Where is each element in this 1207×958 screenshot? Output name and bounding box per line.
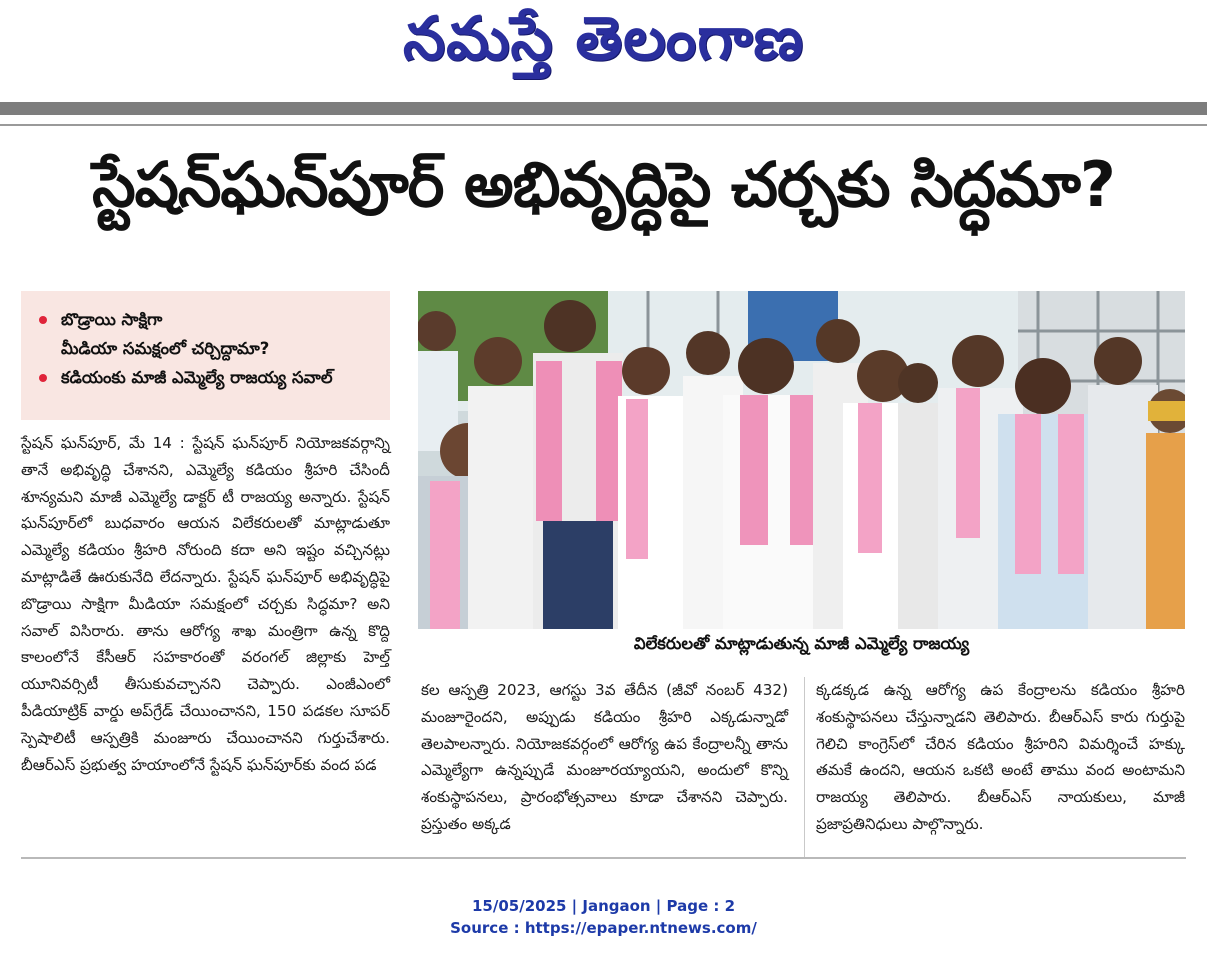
footer-date-edition: 15/05/2025 | Jangaon | Page : 2 — [471, 897, 736, 915]
footer — [0, 895, 1207, 939]
article-column-3: క్కడక్కడ ఉన్న ఆరోగ్య ఉప కేంద్రాలను కడియం శ్రీహరి శంకుస్థాపనలు చేస్తున్నాడని తెలిపారు. బీఆర్‌ఎస్‌ కారు గుర్తుపై గెలిచి కాంగ్రెస్‌లో చేరిన కడియం శ్రీహరిని విమర్శించే హక్కు తమకే ఉందని, ఆయన ఒకటి అంటే తాము వంద అంటామని రాజయ్య తెలిపారు. బీఆర్‌ఎస్‌ నాయకులు, మాజీ ప్రజాప్రతినిధులు పాల్గొన్నారు. — [816, 681, 1185, 833]
bottom-rule — [21, 857, 1186, 859]
masthead — [0, 0, 1207, 100]
highlight-text: బొడ్రాయి సాక్షిగా — [61, 310, 163, 329]
photo-caption: విలేకరులతో మాట్లాడుతున్న మాజీ ఎమ్మెల్యే రాజయ్య — [633, 634, 970, 653]
news-photo — [418, 291, 1185, 629]
masthead-title: నమస్తే తెలంగాణ — [402, 4, 805, 74]
highlight-item — [39, 305, 380, 334]
highlight-text: కడియంకు మాజీ ఎమ్మెల్యే రాజయ్య సవాల్‌ — [61, 368, 333, 387]
bullet-icon — [39, 374, 47, 382]
highlight-text: మీడియా సమక్షంలో చర్చిద్దామా? — [61, 339, 270, 358]
article-column-1: స్టేషన్‌ ఘన్‌పూర్‌, మే 14 : స్టేషన్‌ ఘన్‌పూర్‌ నియోజకవర్గాన్ని తానే అభివృద్ధి చేశానని, ఎమ్మెల్యే కడియం శ్రీహరి చేసిందీ శూన్యమని మాజీ ఎమ్మెల్యే డాక్టర్‌ టీ రాజయ్య అన్నారు. స్టేషన్‌ ఘన్‌పూర్‌లో బుధవారం ఆయన విలేకరులతో మాట్లాడుతూ ఎమ్మెల్యే కడియం శ్రీహరి నోరుంది కదా అని ఇష్టం వచ్చినట్లు మాట్లాడితే ఊరుకునేది లేదన్నారు. స్టేషన్‌ ఘన్‌పూర్‌ అభివృద్ధిపై బొడ్రాయి సాక్షిగా మీడియా సమక్షంలో చర్చకు సిద్ధమా? అని సవాల్‌ విసిరారు. తాను ఆరోగ్య శాఖ మంత్రిగా ఉన్న కొద్ది కాలంలోనే కేసీఆర్‌ సహకారంతో వరంగల్‌ జిల్లాకు హెల్త్‌ యూనివర్సిటీ తీసుకువచ్చానని చెప్పారు. ఎంజీఎంలో పీడియాట్రిక్‌ వార్డు అప్‌గ్రేడ్‌ చేయించానని, 150 పడకల సూపర్‌ స్పెషాలిటీ ఆస్పత్రికి మంజూరు చేయించానని గుర్తుచేశారు. బీఆర్‌ఎస్‌ ప్రభుత్వ హయాంలోనే స్టేషన్‌ ఘన్‌పూర్‌కు వంద పడ — [21, 434, 390, 774]
highlight-item — [39, 334, 380, 363]
bullet-icon — [39, 316, 47, 324]
article-column-2: కల ఆస్పత్రి 2023, ఆగస్టు 3వ తేదీన (జీవో నంబర్‌ 432) మంజూరైందని, అప్పుడు కడియం శ్రీహరి ఎక్కడున్నాడో తెలపాలన్నారు. నియోజకవర్గంలో ఆరోగ్య ఉప కేంద్రాలన్నీ తాను ఎమ్మెల్యేగా ఉన్నప్పుడే మంజూరయ్యాయని, అందులో కొన్ని శంకుస్థాపనలు, ప్రారంభోత్సవాలు కూడా చేశానని చెప్పారు. ప్రస్తుతం అక్కడ — [421, 681, 788, 833]
masthead-rule-thick — [0, 102, 1207, 115]
footer-source-link[interactable]: Source : https://epaper.ntnews.com/ — [450, 919, 757, 937]
highlight-item — [39, 363, 380, 392]
highlights-box — [21, 291, 390, 420]
news-photo-illustration — [418, 291, 1185, 629]
column-divider — [804, 677, 805, 857]
headline: స్టేషన్‌ఘన్‌పూర్‌ అభివృద్ధిపై చర్చకు సిద్ధమా? — [92, 148, 1115, 221]
masthead-rule-thin — [0, 124, 1207, 126]
